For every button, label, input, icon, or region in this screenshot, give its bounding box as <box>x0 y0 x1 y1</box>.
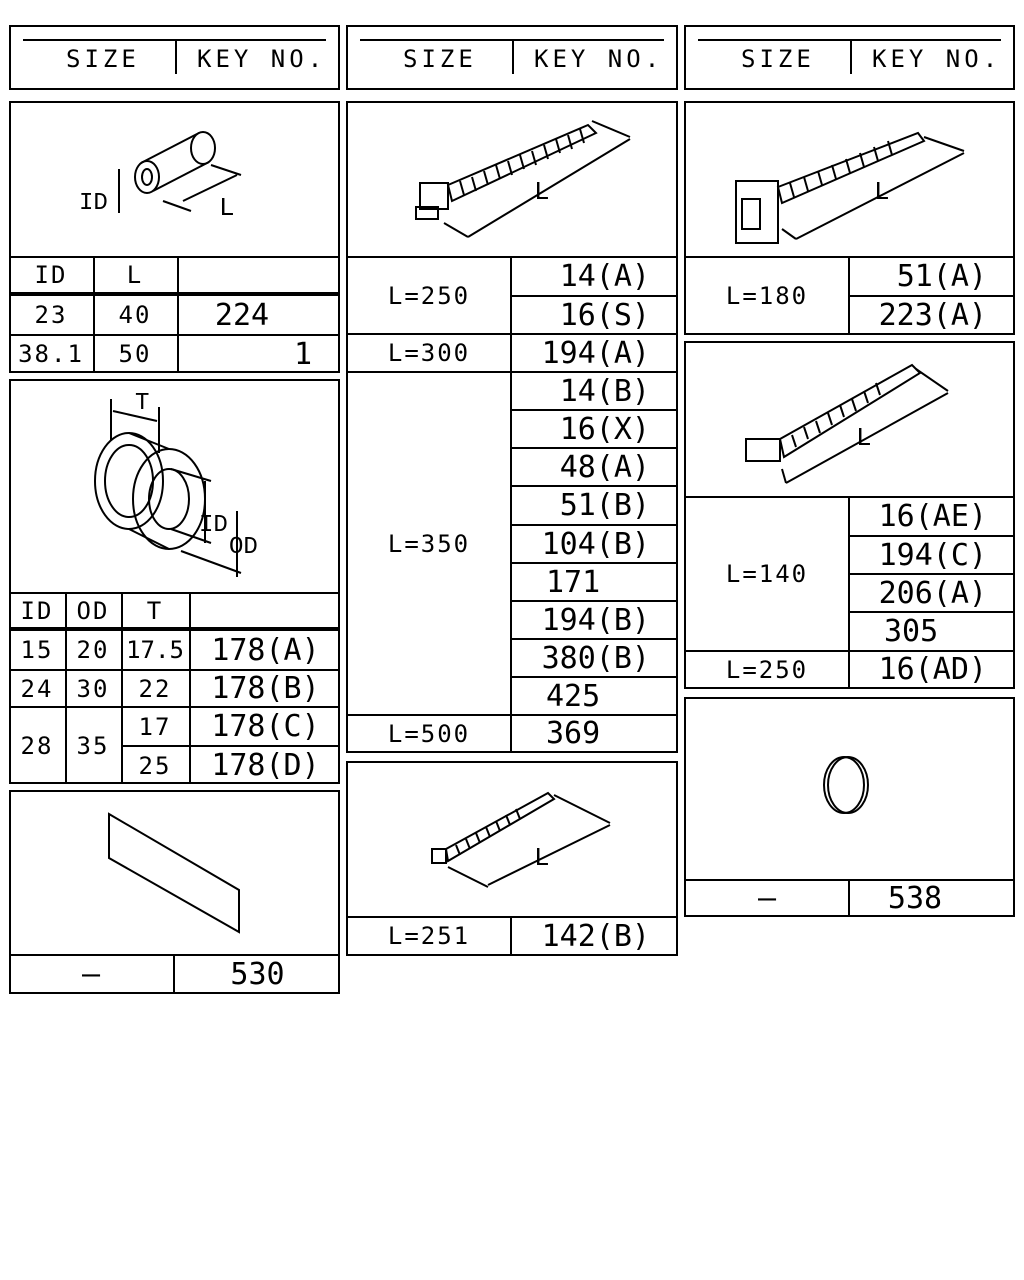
cap-size: — <box>757 880 777 916</box>
tube-row2-l: 50 <box>118 340 152 368</box>
grommet-row3-od: 35 <box>76 732 110 760</box>
grommet-row1-key: 178(A) <box>211 632 320 668</box>
tie-clip-size-500: L=500 <box>387 719 471 748</box>
tie-clip-size-300: L=300 <box>387 339 471 367</box>
tie-long-key: 305 <box>884 614 939 649</box>
grommet-head-t: T <box>146 596 164 625</box>
grommet-od-dim: OD <box>229 534 258 561</box>
tube-head-l: L <box>126 261 144 289</box>
grommet-row2-id: 24 <box>20 674 54 703</box>
tie-clip-key: 16(X) <box>559 411 650 447</box>
grommet-head-od: OD <box>76 596 110 625</box>
tie-clip-key: 51(B) <box>559 488 650 523</box>
tie-clip-key: 369 <box>546 716 601 751</box>
tie-long-key: 194(C) <box>878 537 987 573</box>
key-header: KEY NO. <box>197 45 327 73</box>
size-header: SIZE <box>66 45 140 73</box>
grommet-row1-t: 17.5 <box>126 636 184 664</box>
tie-long-l-dim: L <box>856 423 872 453</box>
grommet-row2-key: 178(B) <box>211 671 320 706</box>
grommet-row3-t1: 17 <box>138 712 172 741</box>
tie-small-size: L=251 <box>387 922 471 950</box>
tube-row2-id: 38.1 <box>18 340 84 368</box>
tube-row1-key: 224 <box>214 297 270 333</box>
cap-drawing <box>686 699 1013 879</box>
tie-small-l-dim: L <box>534 843 550 873</box>
grommet-row4-key2: 178(D) <box>211 748 320 783</box>
sheet-drawing <box>11 792 338 954</box>
grommet-drawing <box>11 381 338 591</box>
size-header: SIZE <box>741 45 815 73</box>
tie-long-key: 206(A) <box>878 575 987 611</box>
tie-clip-key: 104(B) <box>541 526 650 562</box>
grommet-row1-id: 15 <box>20 636 54 664</box>
key-header: KEY NO. <box>534 45 664 73</box>
grommet-row4-t2: 25 <box>138 751 172 780</box>
grommet-id-dim: ID <box>199 512 228 539</box>
size-header: SIZE <box>403 45 477 73</box>
header-col1 <box>9 25 340 90</box>
tie-clip-size-250: L=250 <box>387 281 471 310</box>
grommet-head-id: ID <box>20 596 54 625</box>
tie-clip-key: 171 <box>546 564 601 600</box>
tie-mount-l-dim: L <box>874 177 890 207</box>
tie-long-drawing <box>686 343 1013 496</box>
sheet-size: — <box>81 956 101 992</box>
tie-small-key: 142(B) <box>541 918 650 954</box>
tie-mount-size: L=180 <box>725 281 809 310</box>
tube-row1-l: 40 <box>118 301 152 329</box>
key-header: KEY NO. <box>872 45 1002 73</box>
tube-id-dim: ID <box>79 190 108 217</box>
tie-mount-key: 223(A) <box>878 297 987 333</box>
tie-small-drawing <box>348 763 676 916</box>
tie-clip-l-dim: L <box>534 177 550 207</box>
tie-long-size-140: L=140 <box>725 560 809 588</box>
header-col2 <box>346 25 678 90</box>
tie-clip-drawing <box>348 103 676 256</box>
grommet-row2-od: 30 <box>76 674 110 703</box>
tie-clip-size-350: L=350 <box>387 529 471 558</box>
header-col3 <box>684 25 1015 90</box>
grommet-row1-od: 20 <box>76 636 110 664</box>
tube-head-id: ID <box>34 261 68 289</box>
tie-long-size-250: L=250 <box>725 655 809 684</box>
tube-drawing <box>11 103 338 256</box>
tie-clip-key: 194(A) <box>541 335 650 371</box>
tie-clip-key: 14(A) <box>559 259 650 294</box>
grommet-row3-id: 28 <box>20 732 54 760</box>
grommet-row2-t: 22 <box>138 674 172 703</box>
tie-mount-drawing <box>686 103 1013 256</box>
tie-mount-key: 51(A) <box>896 259 987 294</box>
grommet-t-dim: T <box>135 390 150 417</box>
tube-row2-key: 1 <box>293 336 312 372</box>
sheet-key: 530 <box>230 956 285 992</box>
tie-clip-key: 16(S) <box>559 297 650 333</box>
tie-long-key: 16(AE) <box>878 499 987 534</box>
cap-key: 538 <box>887 880 943 916</box>
grommet-row3-key1: 178(C) <box>211 709 320 744</box>
tube-l-dim: L <box>219 193 235 223</box>
tie-clip-key: 194(B) <box>541 602 650 638</box>
tie-clip-key: 48(A) <box>559 449 650 485</box>
tube-row1-id: 23 <box>34 301 68 329</box>
tie-clip-key: 425 <box>546 678 601 714</box>
tie-long-key: 16(AD) <box>878 652 987 687</box>
tie-clip-key: 14(B) <box>559 373 650 409</box>
tie-clip-key: 380(B) <box>541 640 650 676</box>
